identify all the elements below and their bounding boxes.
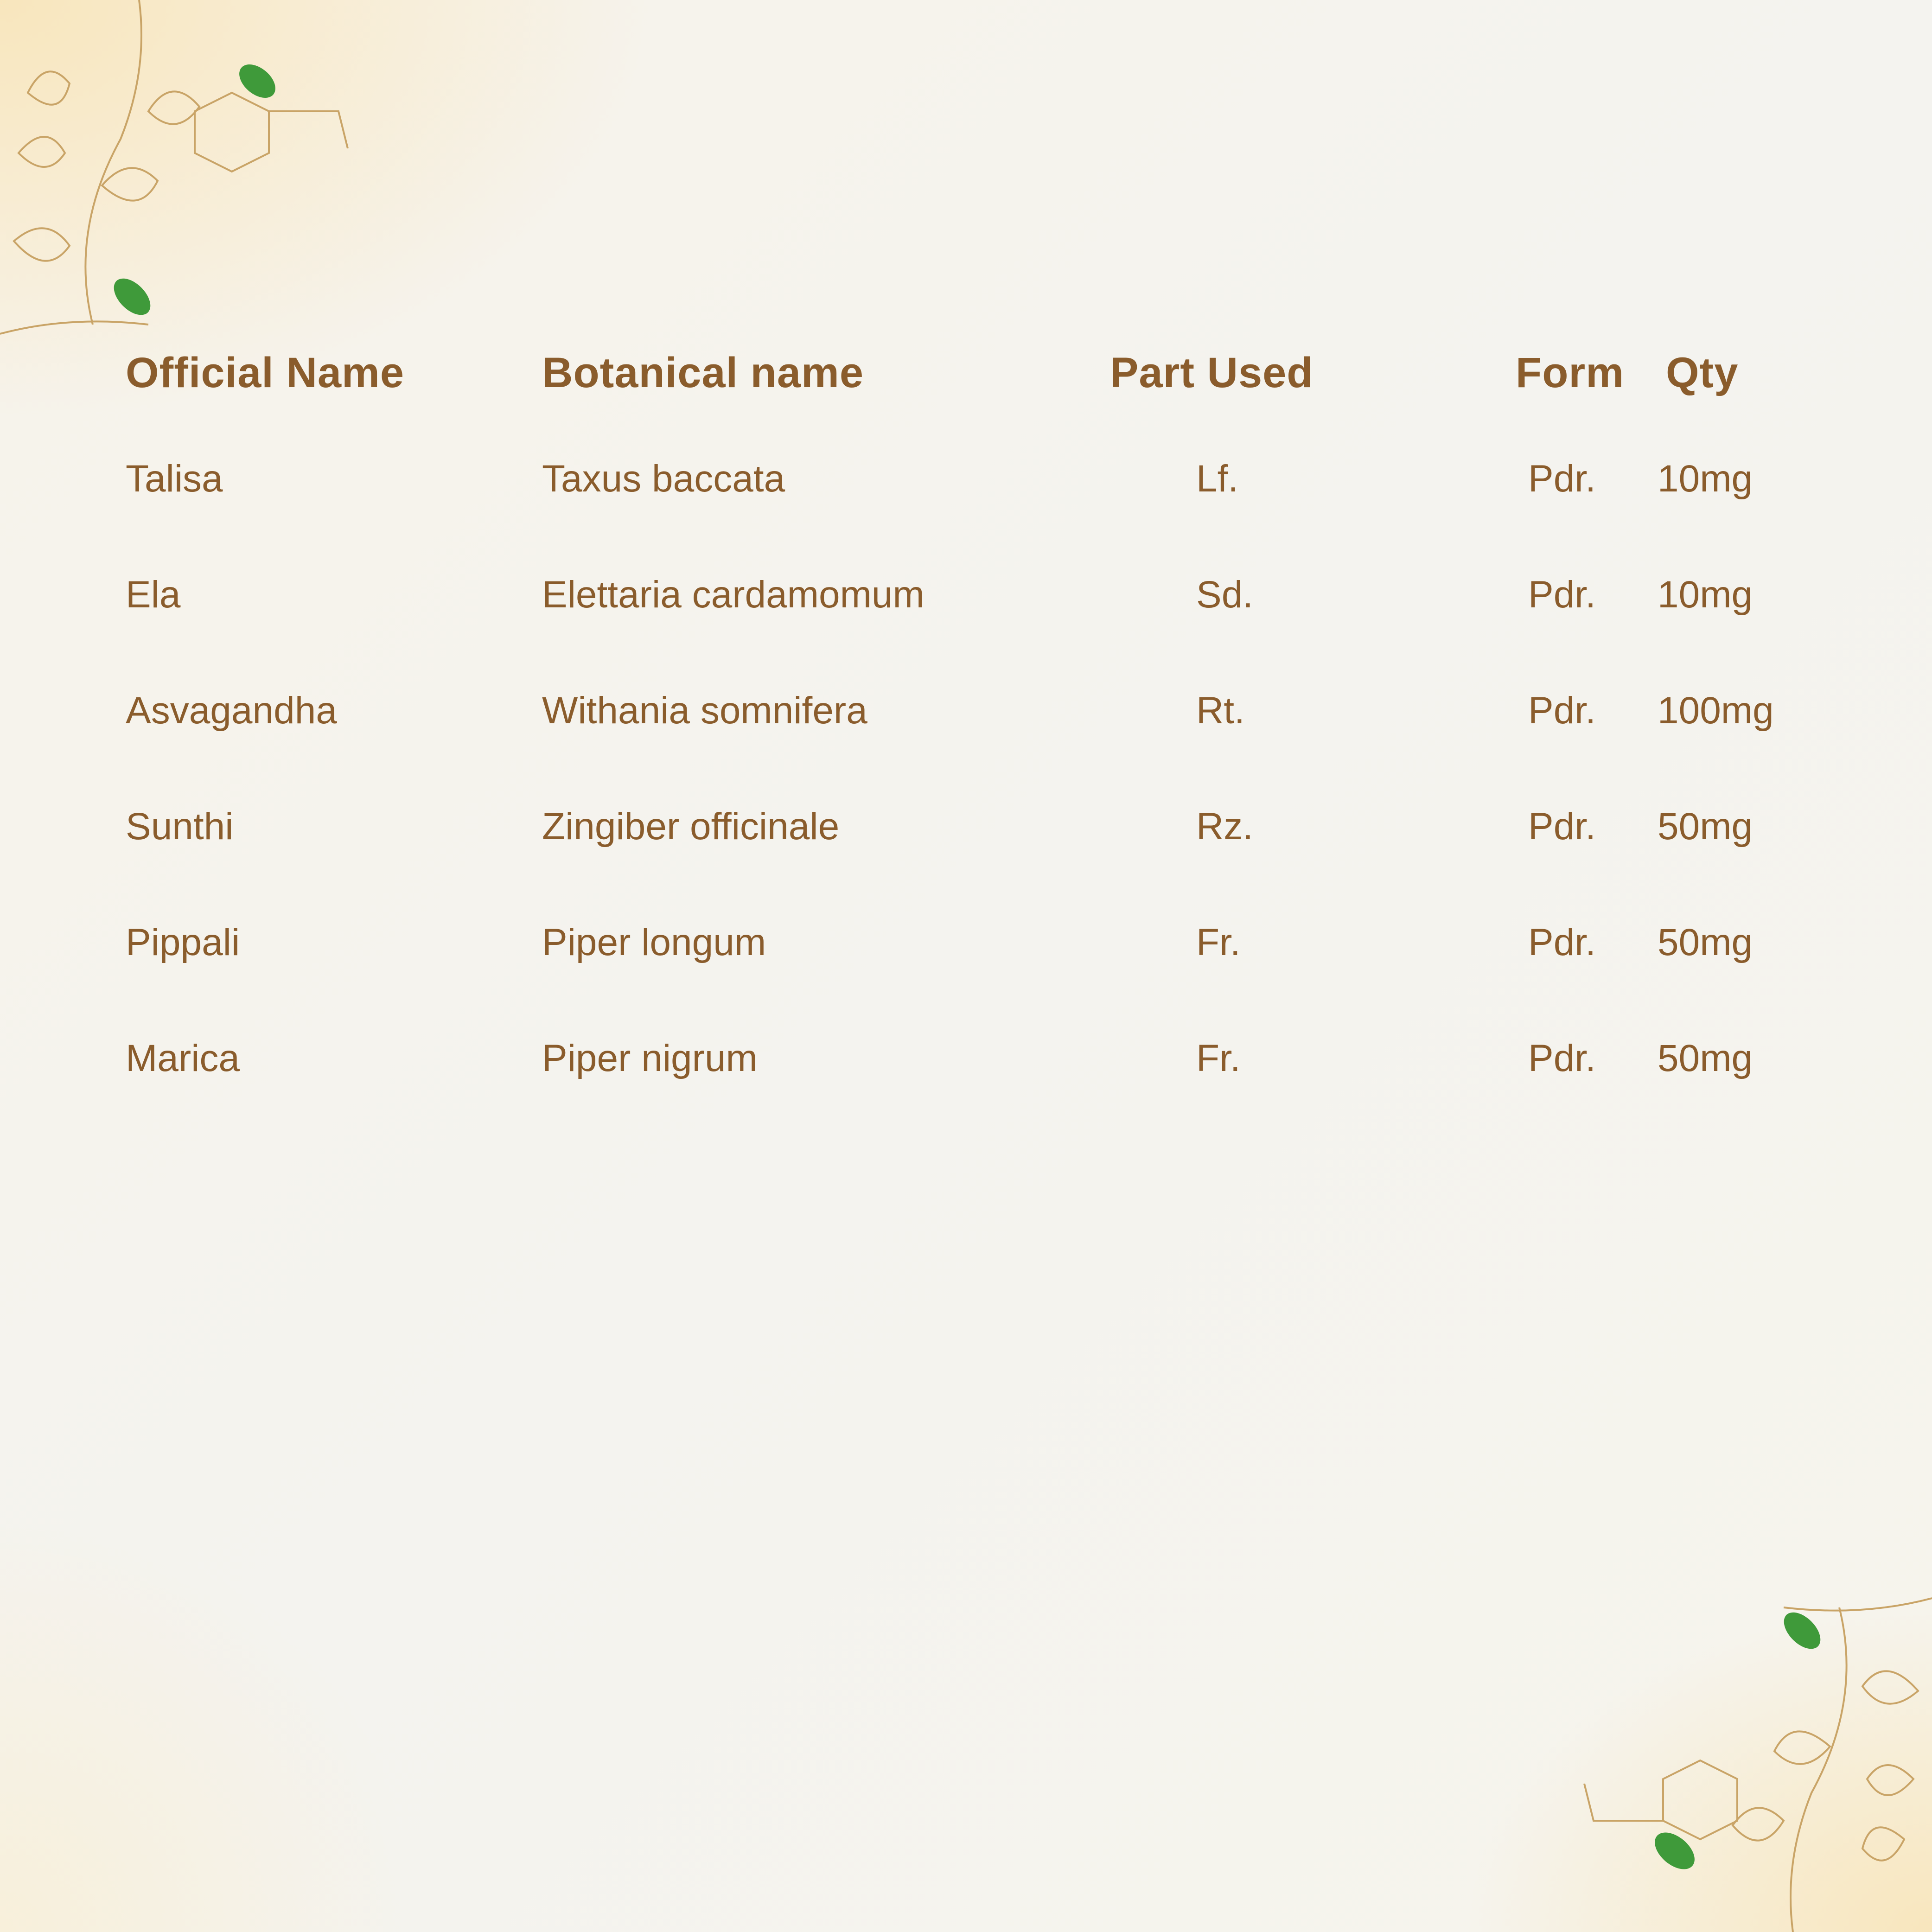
header-form: Form [1516,349,1624,396]
cell-part: Sd. [1196,574,1254,616]
cell-part: Lf. [1196,458,1239,500]
floral-decoration-top-left [0,0,371,343]
cell-form: Pdr. [1528,689,1596,732]
cell-botanical: Taxus baccata [542,458,785,500]
cell-official: Talisa [126,458,223,500]
leaf-icon [1648,1825,1701,1876]
header-official-name: Official Name [126,349,404,396]
cell-official: Sunthi [126,805,234,848]
cell-official: Pippali [126,921,240,963]
cell-botanical: Withania somnifera [542,689,867,732]
cell-qty: 50mg [1658,921,1753,963]
cell-form: Pdr. [1528,1037,1596,1079]
header-qty: Qty [1666,349,1739,396]
cell-part: Rt. [1196,689,1245,732]
cell-official: Marica [126,1037,240,1079]
header-botanical-name: Botanical name [542,349,864,396]
cell-botanical: Elettaria cardamomum [542,574,925,616]
cell-qty: 50mg [1658,1037,1753,1079]
cell-part: Rz. [1196,805,1253,848]
cell-form: Pdr. [1528,574,1596,616]
cell-qty: 50mg [1658,805,1753,848]
cell-qty: 100mg [1658,689,1774,732]
cell-part: Fr. [1196,1037,1241,1079]
cell-qty: 10mg [1658,574,1753,616]
leaf-icon [107,272,157,321]
cell-official: Ela [126,574,181,616]
cell-part: Fr. [1196,921,1241,963]
cell-botanical: Piper nigrum [542,1037,758,1079]
floral-decoration-bottom-right [1561,1589,1932,1932]
cell-form: Pdr. [1528,458,1596,500]
cell-botanical: Zingiber officinale [542,805,840,848]
leaf-icon [1777,1606,1827,1655]
cell-botanical: Piper longum [542,921,766,963]
cell-qty: 10mg [1658,458,1753,500]
header-part-used: Part Used [1110,349,1314,396]
cell-official: Asvagandha [126,689,337,732]
cell-form: Pdr. [1528,805,1596,848]
cell-form: Pdr. [1528,921,1596,963]
